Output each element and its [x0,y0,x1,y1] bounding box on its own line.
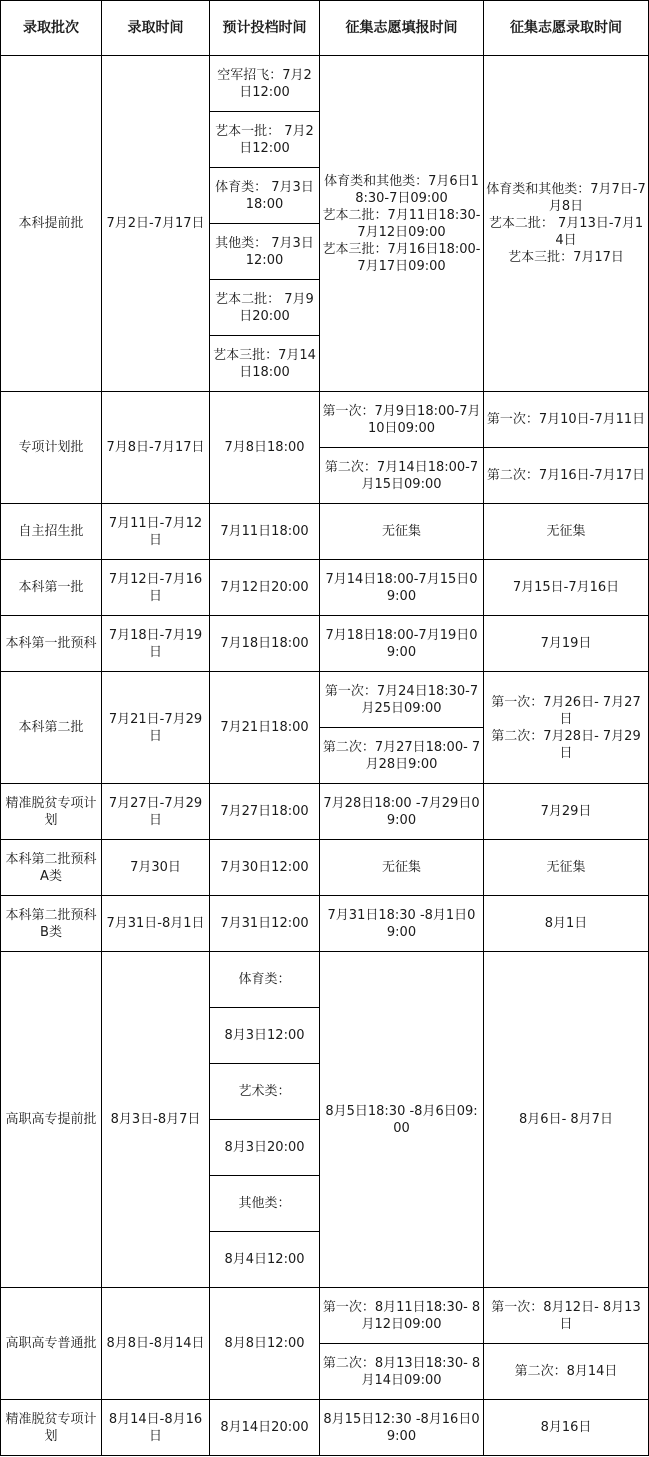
table-row [1,784,649,840]
toudang-cell: 7月11日18:00 [210,504,320,560]
table-row [1,952,649,1008]
batch-cell: 本科第二批 [1,672,102,784]
header-admit-time: 征集志愿录取时间 [484,1,649,56]
toudang-cell: 7月31日12:00 [210,896,320,952]
table-row [1,1400,649,1456]
batch-cell: 本科提前批 [1,56,102,392]
admit-time-cell: 第二次：8月14日 [484,1344,649,1400]
fill-time-cell: 无征集 [320,840,484,896]
admit-time-cell: 7月15日-7月16日 [484,560,649,616]
batch-cell: 精准脱贫专项计划 [1,1400,102,1456]
batch-cell: 高职高专普通批 [1,1288,102,1400]
admit-time-cell: 第一次：7月26日- 7月27日 第二次：7月28日- 7月29日 [484,672,649,784]
batch-cell: 高职高专提前批 [1,952,102,1288]
admission-time-cell: 7月8日-7月17日 [102,392,210,504]
table-row [1,1288,649,1344]
toudang-cell: 7月18日18:00 [210,616,320,672]
table-row [1,560,649,616]
toudang-cell: 7月30日12:00 [210,840,320,896]
toudang-cell: 8月3日12:00 [210,1008,320,1064]
fill-time-cell: 7月18日18:00-7月19日09:00 [320,616,484,672]
admit-time-cell: 无征集 [484,840,649,896]
batch-cell: 本科第一批预科 [1,616,102,672]
admission-time-cell: 7月30日 [102,840,210,896]
fill-time-cell: 第一次：7月9日18:00-7月10日09:00 [320,392,484,448]
admission-time-cell: 7月31日-8月1日 [102,896,210,952]
fill-time-cell: 体育类和其他类：7月6日18:30-7日09:00 艺本二批：7月11日18:30-7月12日09:00 艺本三批：7月16日18:00-7月17日09:00 [320,56,484,392]
toudang-cell: 体育类： [210,952,320,1008]
batch-cell: 本科第二批预科A类 [1,840,102,896]
fill-time-cell: 第二次：7月27日18:00- 7月28日9:00 [320,728,484,784]
admit-time-cell: 无征集 [484,504,649,560]
table-row [1,896,649,952]
toudang-cell: 7月27日18:00 [210,784,320,840]
toudang-cell: 8月4日12:00 [210,1232,320,1288]
toudang-cell: 其他类： [210,1176,320,1232]
batch-cell: 本科第二批预科B类 [1,896,102,952]
admit-time-cell: 第二次：7月16日-7月17日 [484,448,649,504]
fill-time-cell: 第一次：8月11日18:30- 8月12日09:00 [320,1288,484,1344]
toudang-cell: 艺术类： [210,1064,320,1120]
table-row [1,672,649,728]
table-row [1,56,649,112]
toudang-cell: 艺本二批： 7月9日20:00 [210,280,320,336]
admit-time-cell: 8月16日 [484,1400,649,1456]
admission-time-cell: 7月18日-7月19日 [102,616,210,672]
admission-time-cell: 7月12日-7月16日 [102,560,210,616]
fill-time-cell: 第一次：7月24日18:30-7月25日09:00 [320,672,484,728]
header-toudang-time: 预计投档时间 [210,1,320,56]
admit-time-cell: 7月29日 [484,784,649,840]
admission-time-cell: 8月3日-8月7日 [102,952,210,1288]
fill-time-cell: 7月28日18:00 -7月29日09:00 [320,784,484,840]
admission-time-cell: 7月2日-7月17日 [102,56,210,392]
fill-time-cell: 无征集 [320,504,484,560]
toudang-cell: 8月3日20:00 [210,1120,320,1176]
admission-time-cell: 7月27日-7月29日 [102,784,210,840]
table-row [1,504,649,560]
admit-time-cell: 7月19日 [484,616,649,672]
admission-time-cell: 7月11日-7月12日 [102,504,210,560]
toudang-cell: 体育类： 7月3日18:00 [210,168,320,224]
admit-time-cell: 8月6日- 8月7日 [484,952,649,1288]
header-admission-time: 录取时间 [102,1,210,56]
table-row [1,392,649,448]
toudang-cell: 7月12日20:00 [210,560,320,616]
admit-time-cell: 体育类和其他类：7月7日-7月8日 艺本二批： 7月13日-7月14日 艺本三批：7月17日 [484,56,649,392]
fill-time-cell: 第二次：8月13日18:30- 8月14日09:00 [320,1344,484,1400]
batch-cell: 精准脱贫专项计划 [1,784,102,840]
toudang-cell: 空军招飞：7月2日12:00 [210,56,320,112]
table-row [1,840,649,896]
fill-time-cell: 7月31日18:30 -8月1日09:00 [320,896,484,952]
toudang-cell: 8月14日20:00 [210,1400,320,1456]
fill-time-cell: 8月15日12:30 -8月16日09:00 [320,1400,484,1456]
admit-time-cell: 第一次：8月12日- 8月13日 [484,1288,649,1344]
fill-time-cell: 第二次：7月14日18:00-7月15日09:00 [320,448,484,504]
fill-time-cell: 8月5日18:30 -8月6日09:00 [320,952,484,1288]
admission-time-cell: 7月21日-7月29日 [102,672,210,784]
toudang-cell: 其他类： 7月3日12:00 [210,224,320,280]
fill-time-cell: 7月14日18:00-7月15日09:00 [320,560,484,616]
toudang-cell: 7月21日18:00 [210,672,320,784]
toudang-cell: 艺本三批：7月14日18:00 [210,336,320,392]
toudang-cell: 7月8日18:00 [210,392,320,504]
header-batch: 录取批次 [1,1,102,56]
toudang-cell: 艺本一批： 7月2日12:00 [210,112,320,168]
table-row [1,616,649,672]
admit-time-cell: 8月1日 [484,896,649,952]
admit-time-cell: 第一次：7月10日-7月11日 [484,392,649,448]
batch-cell: 本科第一批 [1,560,102,616]
toudang-cell: 8月8日12:00 [210,1288,320,1400]
admission-time-cell: 8月8日-8月14日 [102,1288,210,1400]
admission-time-cell: 8月14日-8月16日 [102,1400,210,1456]
header-fill-time: 征集志愿填报时间 [320,1,484,56]
batch-cell: 专项计划批 [1,392,102,504]
header-row [1,1,649,56]
batch-cell: 自主招生批 [1,504,102,560]
